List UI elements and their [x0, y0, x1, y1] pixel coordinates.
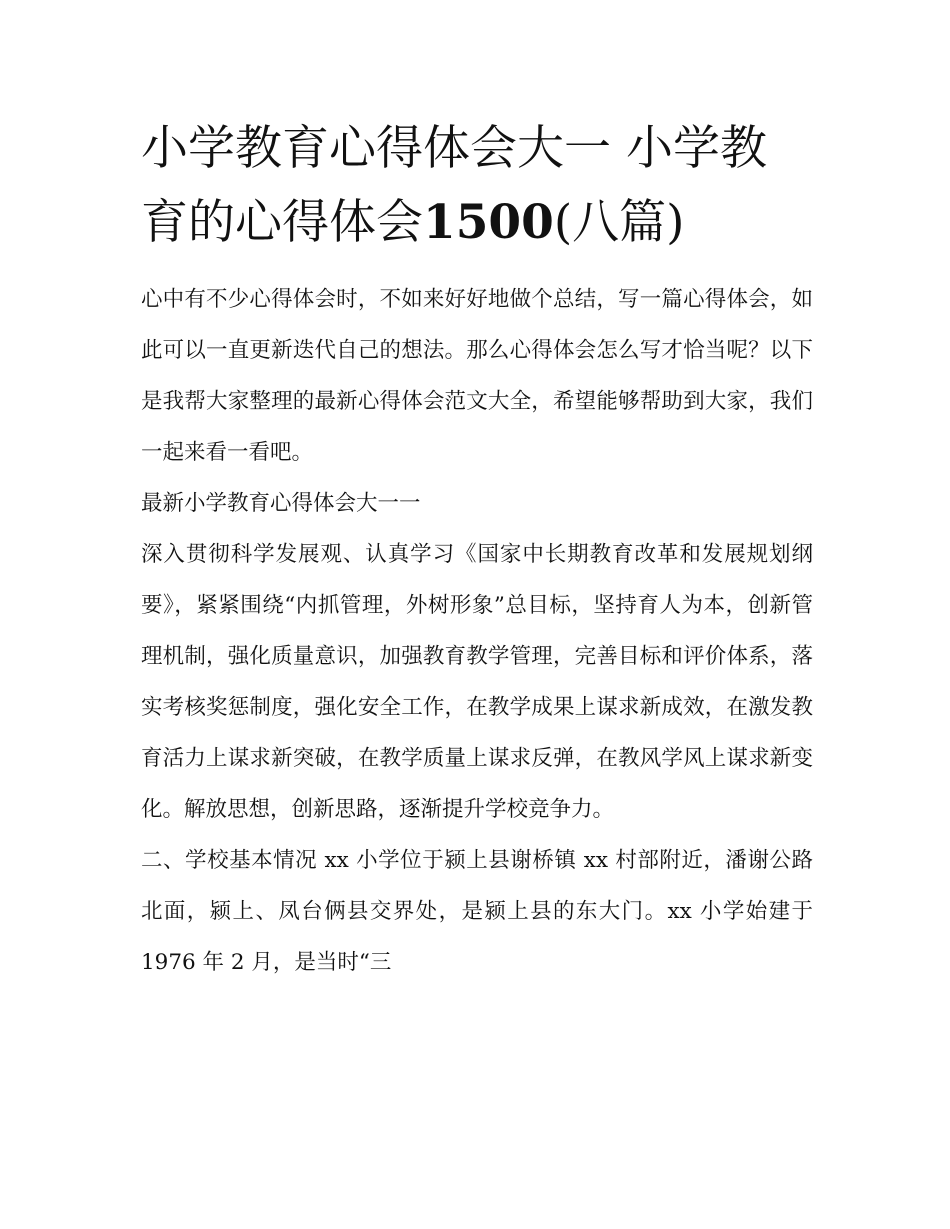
body-paragraph: 深入贯彻科学发展观、认真学习《国家中长期教育改革和发展规划纲要》，紧紧围绕“内抓管理，外树形象”总目标，坚持育人为本，创新管理机制，强化质量意识，加强教育教学管理，完善目标和评价体系，落实考核奖惩制度，强化安全工作，在教学成果上谋求新成效，在激发教育活力上谋求新突破，在教学质量上谋求反弹，在教风学风上谋求新变化。解放思想，创新思路，逐渐提升学校竞争力。: [141, 542, 813, 822]
title-suffix: (八篇): [553, 195, 685, 250]
title-text: 小学教育心得体会大一 小学教育的心得体会: [141, 121, 767, 250]
section-heading: 最新小学教育心得体会大一一: [141, 491, 421, 516]
title-number: 1500: [423, 195, 554, 250]
intro-paragraph: 心中有不少心得体会时，不如来好好地做个总结，写一篇心得体会，如此可以一直更新迭代自己的想法。那么心得体会怎么写才恰当呢？以下是我帮大家整理的最新心得体会范文大全，希望能够帮助到大家，我们一起来看一看吧。: [141, 287, 813, 465]
document-title: [141, 112, 813, 260]
school-info-paragraph: 二、学校基本情况 xx 小学位于颍上县谢桥镇 xx 村部附近，潘谢公路北面，颍上、凤台俩县交界处，是颍上县的东大门。xx 小学始建于 1976 年 2 月，是当时“三: [141, 848, 813, 975]
document-body: [141, 112, 813, 988]
